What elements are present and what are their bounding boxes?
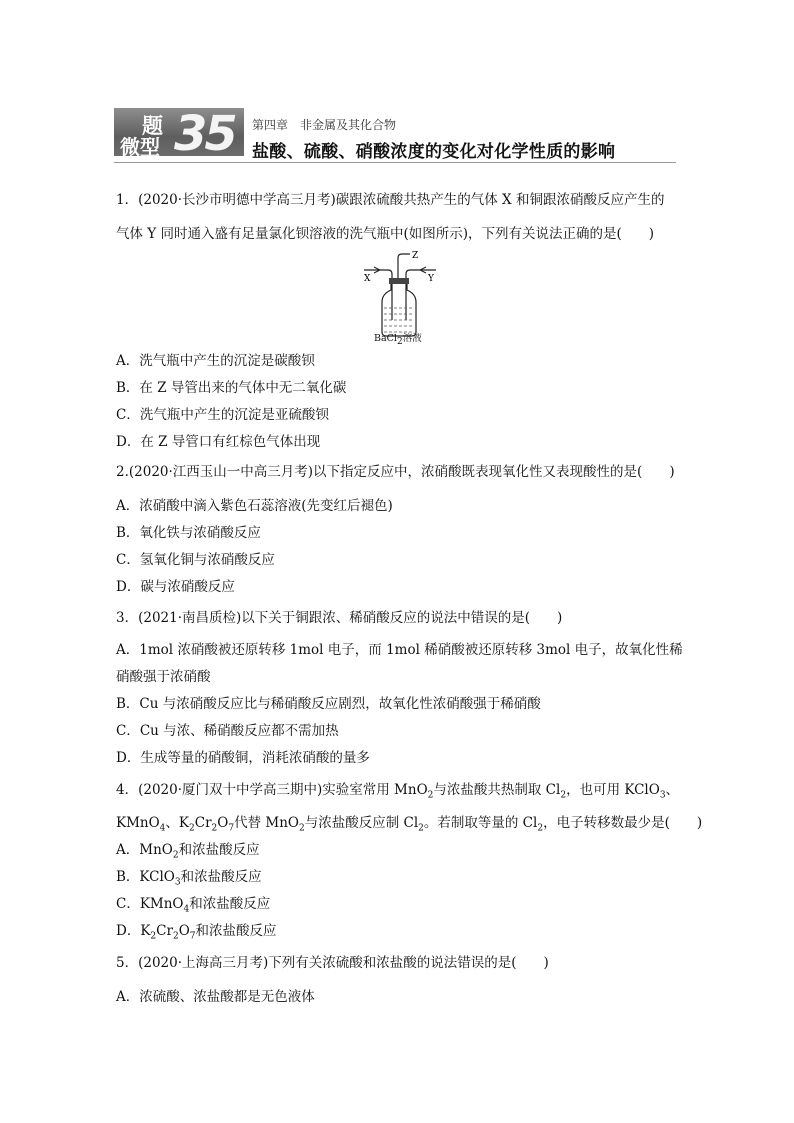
question-5-option-a: A．浓硫酸、浓盐酸都是无色液体 [116, 989, 315, 1005]
question-5-line-1: 5．(2020·上海高三月考)下列有关浓硫酸和浓盐酸的说法错误的是( ) [116, 955, 549, 971]
q4-l2-p0: KMnO [116, 815, 160, 831]
q4-a-p2: 和浓盐酸反应 [178, 842, 260, 858]
q4-l2-p4: Cr [194, 815, 212, 831]
question-3-option-b: B．Cu 与浓硝酸反应比与稀硝酸反应剧烈，故氧化性浓硝酸强于稀硝酸 [116, 696, 541, 712]
q4-a-p0: A．MnO [116, 842, 173, 858]
question-4-option-c [116, 895, 270, 919]
question-2-option-c: C．氢氧化铜与浓硝酸反应 [116, 552, 275, 568]
q4-d-p1: 2 [150, 931, 157, 942]
q4-l2-p3: 2 [189, 823, 195, 834]
caption-post: 溶液 [402, 333, 422, 344]
q4-l1-p3: 2 [560, 790, 567, 801]
q4-l2-p2: 、K [165, 815, 189, 831]
q4-d-p3: 2 [172, 931, 179, 942]
logo-wei: 微型 [120, 135, 160, 159]
topic-title: 盐酸、硫酸、硝酸浓度的变化对化学性质的影响 [252, 142, 616, 162]
question-3-option-d: D．生成等量的硝酸铜，消耗浓硝酸的量多 [116, 750, 370, 766]
q4-c-p1: 4 [183, 904, 190, 915]
q4-l2-p6: O [217, 815, 229, 831]
q4-l1-p2: 与浓盐酸共热制取 Cl [433, 782, 561, 798]
label-x: X [364, 274, 371, 284]
q4-l2-p1: 4 [159, 823, 166, 834]
q4-c-p0: C．KMnO [116, 896, 184, 912]
logo-number: 35 [174, 106, 235, 162]
q4-l1-p5: 3 [659, 790, 666, 801]
q4-b-p2: 和浓盐酸反应 [180, 869, 262, 885]
q4-l2-p14: ，电子转移数最少是( ) [543, 815, 703, 831]
question-4-option-d [116, 922, 277, 946]
label-y: Y [428, 274, 434, 284]
q4-l2-p5: 2 [211, 823, 218, 834]
question-3-line-1: 3．(2021·南昌质检)以下关于铜跟浓、稀硝酸反应的说法中错误的是( ) [116, 610, 563, 626]
question-2-option-d: D．碳与浓硝酸反应 [116, 579, 235, 595]
caption-sub: 2 [396, 336, 403, 347]
q4-l2-p13: 2 [537, 823, 544, 834]
question-3-option-a-cont: 硝酸强于浓硝酸 [116, 669, 211, 685]
label-z: Z [412, 251, 419, 261]
q4-c-p2: 和浓盐酸反应 [189, 896, 271, 912]
q4-l2-p11: 2 [418, 823, 424, 834]
question-2-option-a: A．浓硝酸中滴入紫色石蕊溶液(先变红后褪色) [116, 498, 393, 514]
q4-l2-p8: 代替 MnO [234, 815, 299, 831]
q4-b-p1: 3 [174, 877, 181, 888]
question-1-line-2: 气体 Y 同时通入盛有足量氯化钡溶液的洗气瓶中(如图所示)，下列有关说法正确的是( ) [116, 226, 655, 242]
figure-caption [374, 330, 422, 347]
question-1-option-d: D．在 Z 导管口有红棕色气体出现 [116, 434, 321, 450]
q4-l2-p9: 2 [298, 823, 305, 834]
question-1-option-c: C．洗气瓶中产生的沉淀是亚硫酸钡 [116, 407, 329, 423]
topic-logo [114, 106, 244, 162]
question-3-option-c: C．Cu 与浓、稀硝酸反应都不需加热 [116, 723, 339, 739]
chapter-label: 第四章 非金属及其化合物 [252, 118, 397, 132]
q4-l1-p4: ，也可用 KClO [566, 782, 660, 798]
caption-pre: BaCl [374, 333, 397, 344]
question-4-line-2 [116, 814, 702, 838]
q4-l2-p7: 7 [228, 823, 235, 834]
question-1-option-a: A．洗气瓶中产生的沉淀是碳酸钡 [116, 353, 315, 369]
q4-l1-p0: 4．(2020·厦门双十中学高三期中)实验室常用 MnO [116, 782, 428, 798]
question-4-option-a [116, 841, 260, 865]
question-4-line-1 [116, 781, 679, 805]
q4-a-p1: 2 [172, 850, 179, 861]
q4-d-p4: O [178, 923, 190, 939]
question-3-option-a: A．1mol 浓硝酸被还原转移 1mol 电子，而 1mol 稀硝酸被还原转移 3mol 电子，故氧化性稀 [116, 642, 683, 658]
q4-l1-p1: 2 [427, 790, 434, 801]
question-1-line-1: 1．(2020·长沙市明德中学高三月考)碳跟浓硫酸共热产生的气体 X 和铜跟浓硝酸反应产生的 [116, 192, 665, 208]
q4-d-p0: D．K [116, 923, 151, 939]
q4-d-p5: 7 [189, 931, 196, 942]
question-4-option-b [116, 868, 262, 892]
question-2-line-1: 2.(2020·江西玉山一中高三月考)以下指定反应中，浓硝酸既表现氧化性又表现酸性的是( ) [116, 464, 675, 480]
q4-l2-p10: 与浓盐酸反应制 Cl [304, 815, 419, 831]
section-header [114, 108, 676, 164]
header-divider [114, 162, 676, 163]
q4-d-p6: 和浓盐酸反应 [195, 923, 277, 939]
gas-washing-bottle-figure [360, 250, 440, 346]
question-2-option-b: B．氧化铁与浓硝酸反应 [116, 525, 261, 541]
q4-l2-p12: 。若制取等量的 Cl [423, 815, 538, 831]
q4-b-p0: B．KClO [116, 869, 175, 885]
logo-ti: 题 [142, 114, 163, 138]
q4-l1-p6: 、 [665, 782, 680, 798]
q4-d-p2: Cr [156, 923, 173, 939]
question-1-option-b: B．在 Z 导管出来的气体中无二氧化碳 [116, 380, 347, 396]
